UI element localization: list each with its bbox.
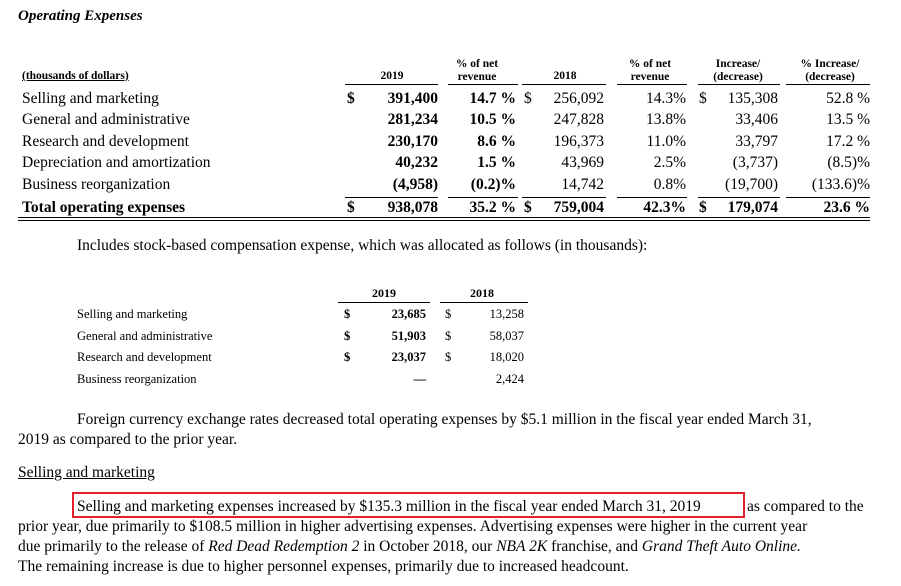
comp-table-header-2019: 2019 — [372, 286, 396, 300]
comp-table-cell-v2019: 23,037 — [391, 350, 426, 364]
stock-comp-intro: Includes stock-based compensation expense, which was allocated as follows (in thousands): — [77, 237, 648, 254]
table-cell-v2019: 40,232 — [395, 154, 438, 171]
table-cell-v2018: 196,373 — [553, 133, 604, 150]
comp-table-cell-label: Selling and marketing — [77, 307, 188, 321]
table-cell-v2019: (4,958) — [392, 176, 438, 193]
fx-paragraph-line2: 2019 as compared to the prior year. — [18, 431, 238, 448]
sm-paragraph-line1-rest: as compared to the — [747, 498, 864, 515]
comp-table-cell-label: Business reorganization — [77, 372, 197, 386]
comp-table-cell-label: General and administrative — [77, 329, 213, 343]
table-cell-inc: 33,797 — [735, 133, 778, 150]
comp-table-cell-cur1: $ — [344, 329, 351, 343]
table-cell-p2018: 11.0% — [646, 133, 686, 150]
table-header-pct-2019: % of net revenue — [455, 58, 499, 83]
table-cell-pinc: 13.5 % — [826, 111, 870, 128]
comp-table-cell-v2018: 2,424 — [495, 372, 524, 386]
table-cell-pinc: (133.6)% — [811, 176, 870, 193]
comp-table-cell-v2019: 51,903 — [391, 329, 426, 343]
table-header-2019: 2019 — [380, 70, 404, 82]
table-row-label: Total operating expenses — [22, 199, 186, 216]
table-cell-v2018: 43,969 — [561, 154, 604, 171]
comp-table-cell-cur1: $ — [344, 350, 351, 364]
table-cell-cur3: $ — [699, 90, 707, 107]
table-cell-v2019: 391,400 — [387, 90, 438, 107]
table-row-label: Selling and marketing — [22, 90, 159, 107]
table-cell-p2018: 14.3% — [645, 90, 686, 107]
section-heading-selling-marketing: Selling and marketing — [18, 464, 155, 481]
page-title: Operating Expenses — [18, 8, 143, 24]
table-cell-pinc: (8.5)% — [827, 154, 870, 171]
comp-table-cell-v2019: 23,685 — [391, 307, 426, 321]
table-cell-cur2: $ — [524, 199, 532, 216]
table-cell-inc: 135,308 — [727, 90, 778, 107]
table-cell-p2019: (0.2)% — [470, 176, 516, 193]
table-cell-p2019: 14.7 % — [469, 90, 516, 107]
table-header-label: (thousands of dollars) — [22, 70, 129, 82]
table-cell-p2019: 8.6 % — [477, 133, 516, 150]
table-cell-pinc: 23.6 % — [823, 199, 870, 216]
table-row-label: General and administrative — [22, 111, 190, 128]
table-cell-v2019: 230,170 — [387, 133, 438, 150]
table-cell-inc: 33,406 — [735, 111, 778, 128]
table-cell-v2018: 759,004 — [553, 199, 604, 216]
table-cell-inc: (3,737) — [732, 154, 778, 171]
table-cell-p2019: 35.2 % — [469, 199, 516, 216]
sm-paragraph-highlight: Selling and marketing expenses increased by $135.3 million in the fiscal year ended March 31, 2019 — [77, 498, 701, 515]
sm-paragraph-line2: prior year, due primarily to $108.5 million in higher advertising expenses. Advertising expenses were higher in the current year — [18, 518, 808, 535]
comp-table-cell-v2019: — — [413, 372, 426, 386]
comp-table-cell-cur2: $ — [445, 329, 452, 343]
table-cell-p2019: 10.5 % — [469, 111, 516, 128]
table-cell-pinc: 52.8 % — [826, 90, 870, 107]
table-cell-cur2: $ — [524, 90, 532, 107]
table-row-label: Research and development — [22, 133, 189, 150]
comp-table-cell-label: Research and development — [77, 350, 212, 364]
sm-paragraph-line3: due primarily to the release of Red Dead Redemption 2 in October 2018, our NBA 2K franchise, and Grand Theft Auto Online. — [18, 538, 801, 555]
comp-table-header-2018: 2018 — [470, 286, 494, 300]
table-cell-cur1: $ — [347, 199, 355, 216]
comp-table-cell-v2018: 13,258 — [489, 307, 524, 321]
table-header-pct-2018: % of net revenue — [628, 58, 672, 83]
table-cell-v2019: 281,234 — [387, 111, 438, 128]
table-cell-v2018: 14,742 — [561, 176, 604, 193]
table-cell-cur1: $ — [347, 90, 355, 107]
table-cell-p2018: 2.5% — [653, 154, 686, 171]
comp-table-cell-v2018: 58,037 — [489, 329, 524, 343]
table-row-label: Business reorganization — [22, 176, 171, 193]
table-cell-v2019: 938,078 — [387, 199, 438, 216]
table-cell-v2018: 256,092 — [553, 90, 604, 107]
table-cell-v2018: 247,828 — [553, 111, 604, 128]
table-cell-p2019: 1.5 % — [477, 154, 516, 171]
table-header-increase: Increase/ (decrease) — [713, 58, 763, 83]
table-header-pct-increase: % Increase/ (decrease) — [800, 58, 860, 83]
table-cell-pinc: 17.2 % — [826, 133, 870, 150]
comp-table-cell-v2018: 18,020 — [489, 350, 524, 364]
table-cell-cur3: $ — [699, 199, 707, 216]
table-cell-p2018: 42.3% — [643, 199, 686, 216]
table-cell-p2018: 0.8% — [653, 176, 686, 193]
sm-paragraph-line4: The remaining increase is due to higher personnel expenses, primarily due to increased headcount. — [18, 558, 629, 575]
table-cell-inc: 179,074 — [727, 199, 778, 216]
comp-table-cell-cur2: $ — [445, 307, 452, 321]
table-header-2018: 2018 — [553, 70, 577, 82]
comp-table-cell-cur2: $ — [445, 350, 452, 364]
fx-paragraph-line1: Foreign currency exchange rates decreased total operating expenses by $5.1 million in the fiscal year ended March 31, — [77, 411, 812, 428]
table-cell-p2018: 13.8% — [645, 111, 686, 128]
table-row-label: Depreciation and amortization — [22, 154, 211, 171]
table-cell-inc: (19,700) — [725, 176, 778, 193]
comp-table-cell-cur1: $ — [344, 307, 351, 321]
